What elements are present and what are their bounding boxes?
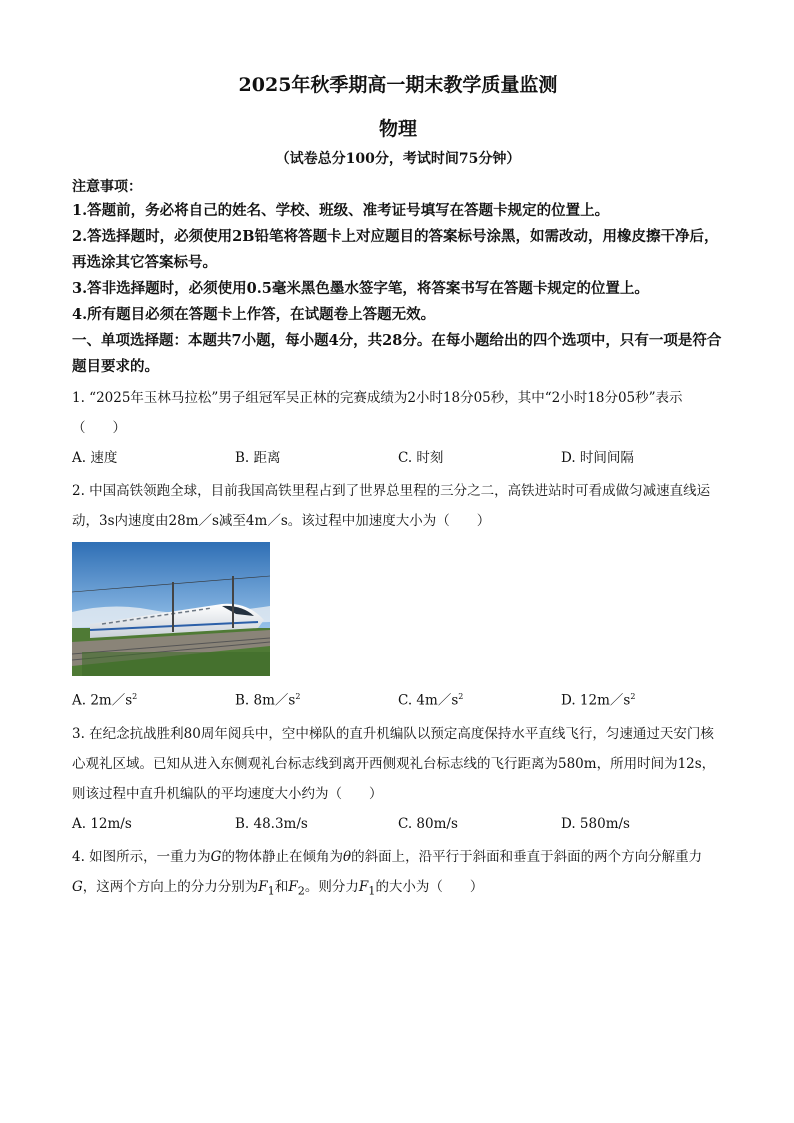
exponent: 2 — [132, 692, 138, 701]
variable: F — [288, 878, 298, 895]
question-3-stem: 3. 在纪念抗战胜利80周年阅兵中，空中梯队的直升机编队以预定高度保持水平直线飞行，匀速通过天安门核心观礼区域。已知从进入东侧观礼台标志线到离开西侧观礼台标志线的飞行距离为580m，所用时间为12s，则该过程中直升机编队的平均速度大小约为（ ） — [72, 725, 716, 802]
stem-text: 的物体静止在倾角为 — [221, 848, 343, 865]
stem-text: 。则分力 — [304, 878, 359, 895]
stem-text: 的大小为（ ） — [375, 878, 484, 895]
question-3-options — [72, 809, 724, 839]
notice-heading: 注意事项： — [72, 179, 142, 195]
subscript: 1 — [267, 884, 275, 898]
exam-subject: 物理 — [378, 118, 417, 140]
option-c: C. 时刻 — [398, 450, 444, 466]
option-b: B. 48.3m/s — [235, 815, 308, 832]
stem-text: 的斜面上，沿平行于斜面和垂直于斜面的两个方向分解重力 — [351, 848, 703, 865]
option-a: A. 12m/s — [72, 815, 132, 832]
variable: G — [210, 848, 222, 865]
notice-item: 4.所有题目必须在答题卡上作答，在试题卷上答题无效。 — [72, 306, 436, 323]
question-2-options — [72, 682, 724, 716]
exponent: 2 — [295, 692, 301, 701]
option-d: D. 580m/s — [561, 815, 630, 832]
question-1-stem: 1. “2025年玉林马拉松”男子组冠军吴正林的完赛成绩为2小时18分05秒，其中“2小时18分05秒”表示（ ） — [72, 390, 683, 436]
exponent: 2 — [458, 692, 464, 701]
notice-item: 2.答选择题时，必须使用2B铅笔将答题卡上对应题目的答案标号涂黑，如需改动，用橡皮擦干净后，再选涂其它答案标号。 — [72, 228, 719, 271]
stem-text: 4. 如图所示，一重力为 — [72, 848, 211, 865]
notice-item: 1.答题前，务必将自己的姓名、学校、班级、准考证号填写在答题卡规定的位置上。 — [72, 202, 610, 219]
option-d — [561, 682, 724, 716]
notice-item: 3.答非选择题时，必须使用0.5毫米黑色墨水签字笔，将答案书写在答题卡规定的位置上。 — [72, 280, 649, 297]
exam-title: 2025年秋季期高一期末教学质量监测 — [238, 74, 558, 96]
option-c: C. 80m/s — [398, 815, 458, 832]
variable: F — [358, 878, 369, 895]
exponent: 2 — [630, 692, 636, 701]
option-a — [72, 682, 235, 716]
stem-text: ，这两个方向上的分力分别为 — [82, 878, 259, 895]
high-speed-train-photo — [72, 542, 270, 676]
question-1-options — [72, 443, 724, 473]
option-b-text: B. 8m／s — [235, 692, 296, 709]
question-4-stem — [72, 842, 724, 907]
option-b — [235, 682, 398, 716]
variable: F — [258, 878, 268, 895]
subscript: 2 — [297, 884, 305, 898]
subscript: 1 — [368, 884, 376, 898]
section-heading: 一、单项选择题：本题共7小题，每小题4分，共28分。在每小题给出的四个选项中，只有一项是符合题目要求的。 — [72, 332, 722, 375]
option-a-text: A. 2m／s — [72, 692, 133, 709]
option-d-text: D. 12m／s — [561, 692, 631, 709]
option-c-text: C. 4m／s — [398, 692, 459, 709]
option-d: D. 时间间隔 — [561, 450, 634, 466]
variable: G — [72, 878, 83, 895]
exam-page — [72, 66, 724, 906]
option-c — [398, 682, 561, 716]
option-a: A. 速度 — [72, 450, 118, 466]
question-2-stem: 2. 中国高铁领跑全球，目前我国高铁里程占到了世界总里程的三分之二，高铁进站时可看成做匀减速直线运动，3s内速度由28m／s减至4m／s。该过程中加速度大小为（ ） — [72, 483, 711, 529]
stem-text: 和 — [274, 878, 289, 895]
exam-meta: （试卷总分100分，考试时间75分钟） — [275, 151, 521, 167]
option-b: B. 距离 — [235, 450, 281, 466]
variable: θ — [342, 848, 352, 865]
